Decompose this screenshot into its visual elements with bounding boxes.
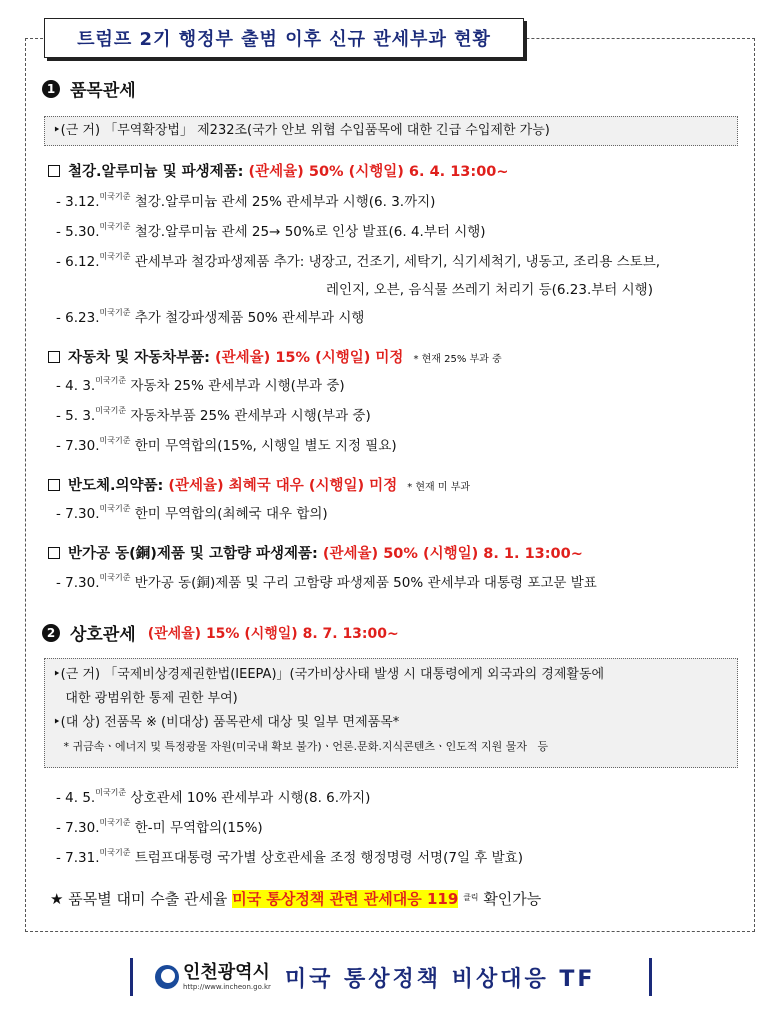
legal-basis-box: ‣(근 거) 「국제비상경제권한법(IEEPA)」(국가비상사태 발생 시 대통령에게 외국과의 경제활동에 대한 광범위한 통제 권한 부여) ‣(대 상) 전품목 ※ (비대상) 품목관세 대상 및 일부 면제품목* * 귀금속ㆍ에너지 및 특정광물 자원(미국내 확보 불가)ㆍ언론.문화.지식콘텐츠ㆍ인도적 지원 물자 등 — [44, 658, 738, 768]
checkbox-icon — [48, 547, 60, 559]
number-badge: 2 — [42, 624, 60, 642]
checkbox-icon — [48, 165, 60, 177]
list-item-continuation: 레인지, 오븐, 음식물 쓰레기 처리기 등(6.23.부터 시행) — [326, 282, 653, 298]
list-item: - 3.12.$^{미국기준}$ 철강.알루미늄 관세 25% 관세부과 시행(6. 3.까지) — [56, 192, 436, 210]
checkbox-icon — [48, 351, 60, 363]
list-item: - 7.30.$^{미국기준}$ 한-미 무역합의(15%) — [56, 818, 263, 836]
list-item: - 5.30.$^{미국기준}$ 철강.알루미늄 관세 25→ 50%로 인상 발표(6. 4.부터 시행) — [56, 222, 486, 240]
list-item: - 4. 5.$^{미국기준}$ 상호관세 10% 관세부과 시행(8. 6.까지) — [56, 788, 371, 806]
footer — [130, 958, 652, 996]
incheon-logo: 인천광역시 http://www.incheon.go.kr — [155, 964, 271, 991]
checkbox-icon — [48, 479, 60, 491]
section-heading-item-tariff: 1 품목관세 — [42, 76, 136, 101]
category-copper: 반가공 동(銅)제품 및 고함량 파생제품: (관세율) 50% (시행일) 8. 1. 13:00~ — [48, 542, 583, 563]
list-item: - 7.30.$^{미국기준}$ 반가공 동(銅)제품 및 구리 고함량 파생제품 50% 관세부과 대통령 포고문 발표 — [56, 573, 597, 591]
category-auto: 자동차 및 자동차부품: (관세율) 15% (시행일) 미정 * 현재 25% 부과 중 — [48, 346, 502, 367]
category-semiconductor: 반도체.의약품: (관세율) 최혜국 대우 (시행일) 미정 * 현재 미 부과 — [48, 474, 470, 495]
tariff-lookup-note: ★ 품목별 대미 수출 관세율 미국 통상정책 관련 관세대응 119 $^{클릭}$ 확인가능 — [50, 890, 542, 908]
list-item: - 4. 3.$^{미국기준}$ 자동차 25% 관세부과 시행(부과 중) — [56, 376, 345, 394]
tf-name: 미국 통상정책 비상대응 TF — [284, 966, 596, 992]
section-heading-reciprocal-tariff: 2 상호관세 (관세율) 15% (시행일) 8. 7. 13:00~ — [42, 620, 399, 645]
list-item: - 5. 3.$^{미국기준}$ 자동차부품 25% 관세부과 시행(부과 중) — [56, 406, 371, 424]
list-item: - 6.12.$^{미국기준}$ 관세부과 철강파생제품 추가: 냉장고, 건조기, 세탁기, 식기세척기, 냉동고, 조리용 스토브, — [56, 252, 661, 270]
incheon-emblem-icon — [155, 965, 179, 989]
number-badge: 1 — [42, 80, 60, 98]
list-item: - 7.30.$^{미국기준}$ 한미 무역합의(15%, 시행일 별도 지정 필요) — [56, 436, 397, 454]
tariff-119-link[interactable]: 미국 통상정책 관련 관세대응 119 — [232, 890, 459, 908]
list-item: - 7.30.$^{미국기준}$ 한미 무역합의(최혜국 대우 합의) — [56, 504, 328, 522]
list-item: - 7.31.$^{미국기준}$ 트럼프대통령 국가별 상호관세율 조정 행정명령 서명(7일 후 발효) — [56, 848, 523, 866]
page-title: 트럼프 2기 행정부 출범 이후 신규 관세부과 현황 — [44, 18, 524, 58]
legal-basis-box: ‣(근 거) 「무역확장법」 제232조(국가 안보 위협 수입품목에 대한 긴급 수입제한 가능) — [44, 116, 738, 146]
list-item: - 6.23.$^{미국기준}$ 추가 철강파생제품 50% 관세부과 시행 — [56, 308, 365, 326]
category-steel: 철강.알루미늄 및 파생제품: (관세율) 50% (시행일) 6. 4. 13:00~ — [48, 160, 509, 181]
